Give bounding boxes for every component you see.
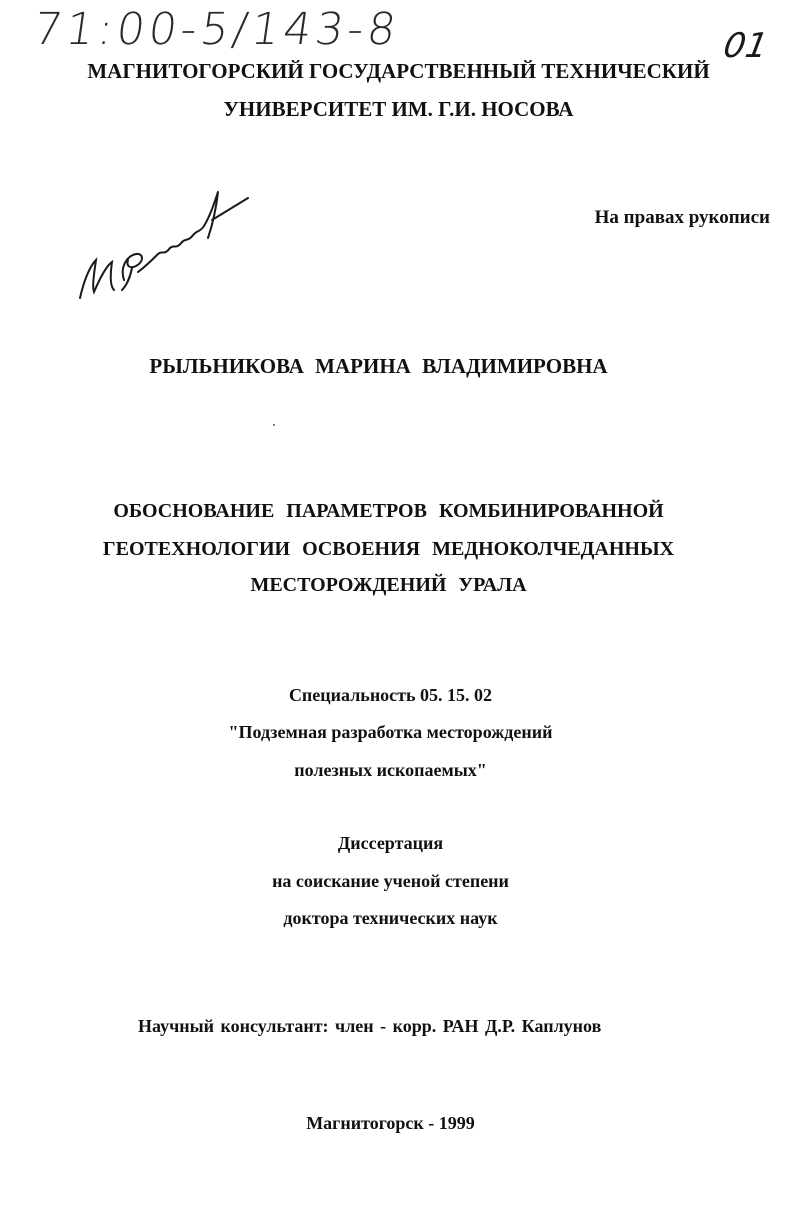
title-line-3: МЕСТОРОЖДЕНИЙ УРАЛА xyxy=(250,574,527,596)
specialty-line-2: "Подземная разработка месторождений xyxy=(228,722,553,742)
place-and-year: Магнитогорск - 1999 xyxy=(306,1113,475,1133)
specialty-line-1: Специальность 05. 15. 02 xyxy=(288,685,493,705)
title-line-1: ОБОСНОВАНИЕ ПАРАМЕТРОВ КОМБИНИРОВАННОЙ xyxy=(113,500,664,522)
scan-speck xyxy=(273,424,275,426)
scientific-consultant: Научный консультант: член - корр. РАН Д.Р. Каплунов xyxy=(138,1016,602,1036)
institution-line-1: МАГНИТОГОРСКИЙ ГОСУДАРСТВЕННЫЙ ТЕХНИЧЕСКИЙ xyxy=(87,59,710,83)
specialty-line-3: полезных ископаемых" xyxy=(294,760,487,780)
dissertation-line-2: на соискание ученой степени xyxy=(272,871,509,891)
signature-stroke-m xyxy=(80,260,114,298)
handwritten-signature xyxy=(72,180,252,310)
page-number-handwritten: 01 xyxy=(720,26,771,66)
signature-stroke-scribble xyxy=(138,226,204,272)
author-name: РЫЛЬНИКОВА МАРИНА ВЛАДИМИРОВНА xyxy=(149,354,608,378)
title-line-2: ГЕОТЕХНОЛОГИИ ОСВОЕНИЯ МЕДНОКОЛЧЕДАННЫХ xyxy=(102,538,675,560)
archive-code-handwritten: 71:00-5/143-8 xyxy=(30,4,403,55)
dissertation-line-1: Диссертация xyxy=(337,833,444,853)
signature-stroke-tail xyxy=(204,192,248,238)
manuscript-rights-label: На правах рукописи xyxy=(594,207,770,228)
dissertation-line-3: доктора технических наук xyxy=(283,908,498,928)
institution-line-2: УНИВЕРСИТЕТ ИМ. Г.И. НОСОВА xyxy=(223,97,574,121)
